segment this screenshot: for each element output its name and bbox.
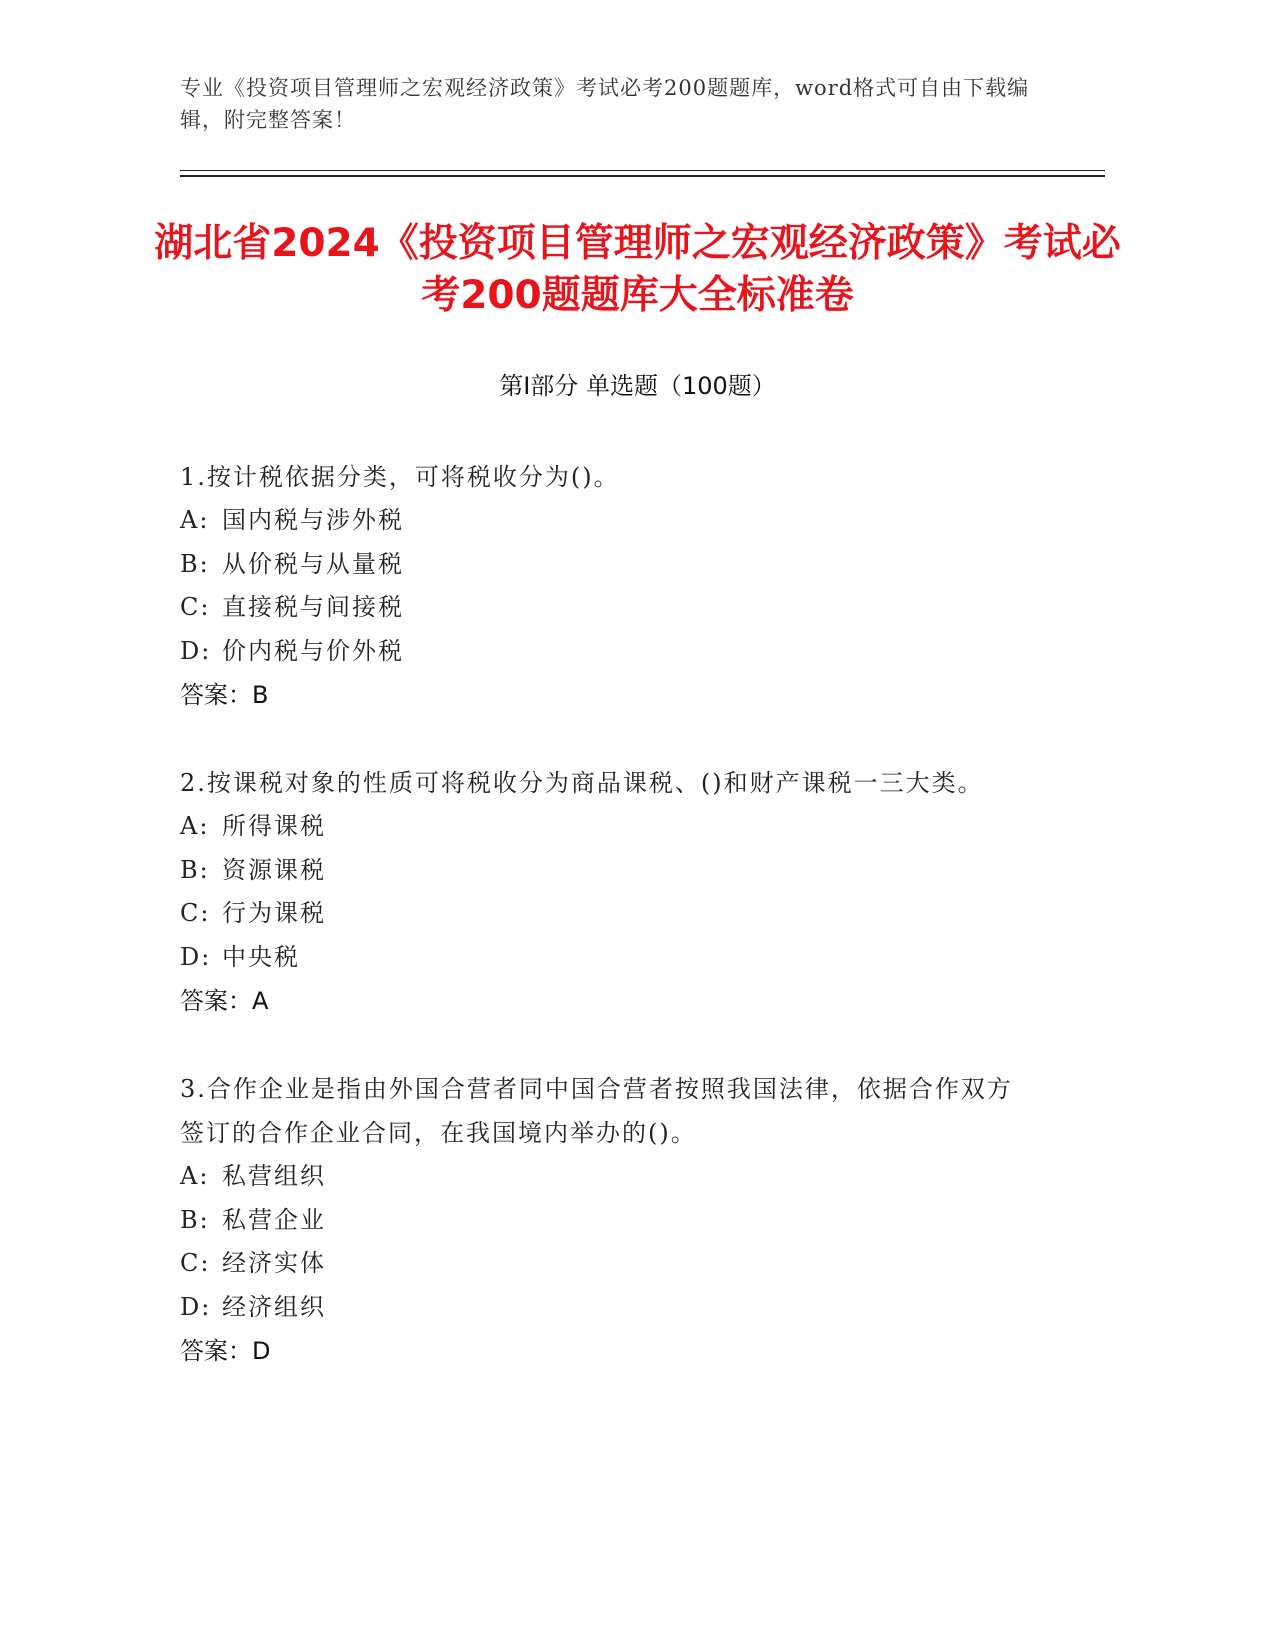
option-text: 中央税 [222, 942, 300, 971]
question-list [180, 455, 1020, 1417]
answer-line [180, 979, 1020, 1023]
option-text: 所得课税 [222, 812, 326, 840]
answer-value: B [252, 681, 269, 709]
option-letter: B: [180, 1205, 210, 1234]
option-text: 直接税与间接税 [222, 593, 404, 621]
answer-line [180, 673, 1020, 717]
option-letter: A: [180, 812, 210, 840]
option-letter: B: [180, 549, 210, 578]
answer-label: 答案： [180, 681, 252, 709]
option-text: 国内税与涉外税 [222, 506, 404, 534]
header-note: 专业《投资项目管理师之宏观经济政策》考试必考200题题库，word格式可自由下载编辑，附完整答案！ [180, 76, 1030, 132]
option-b [180, 849, 1020, 893]
option-letter: C: [180, 1249, 211, 1277]
option-d [180, 936, 1020, 980]
option-text: 私营组织 [222, 1162, 326, 1190]
question-text: 1.按计税依据分类，可将税收分为()。 [180, 463, 620, 491]
section-title: 第I部分 单选题（100题） [499, 372, 776, 400]
question-3 [180, 1067, 1020, 1373]
option-a [180, 499, 1020, 543]
option-letter: C: [180, 593, 211, 621]
option-text: 价内税与价外税 [222, 636, 404, 665]
option-text: 私营企业 [222, 1205, 326, 1234]
option-text: 行为课税 [222, 899, 326, 927]
option-a [180, 1155, 1020, 1199]
option-a [180, 805, 1020, 849]
answer-label: 答案： [180, 987, 252, 1015]
option-letter: A: [180, 1162, 210, 1190]
option-text: 经济实体 [222, 1249, 326, 1277]
question-text: 3.合作企业是指由外国合营者同中国合营者按照我国法律，依据合作双方签订的合作企业合同，在我国境内举办的()。 [180, 1075, 1013, 1147]
option-letter: B: [180, 855, 210, 884]
option-text: 从价税与从量税 [222, 549, 404, 578]
option-text: 资源课税 [222, 855, 326, 884]
document-title: 湖北省2024《投资项目管理师之宏观经济政策》考试必考200题题库大全标准卷 [154, 221, 1121, 318]
option-d [180, 630, 1020, 674]
option-d [180, 1286, 1020, 1330]
question-2 [180, 761, 1020, 1023]
question-text: 2.按课税对象的性质可将税收分为商品课税、()和财产课税一三大类。 [180, 769, 984, 797]
question-1 [180, 455, 1020, 717]
option-c [180, 892, 1020, 936]
option-letter: C: [180, 899, 211, 927]
answer-label: 答案： [180, 1337, 252, 1365]
option-letter: D: [180, 636, 212, 665]
header-divider-thick [180, 175, 1105, 177]
answer-line [180, 1329, 1020, 1373]
option-b [180, 543, 1020, 587]
option-c [180, 586, 1020, 630]
header-divider-thin [180, 170, 1105, 171]
option-letter: D: [180, 1292, 212, 1321]
option-b [180, 1199, 1020, 1243]
option-text: 经济组织 [222, 1292, 326, 1321]
answer-value: D [252, 1337, 271, 1365]
option-letter: A: [180, 506, 210, 534]
option-c [180, 1242, 1020, 1286]
answer-value: A [252, 987, 269, 1015]
option-letter: D: [180, 942, 212, 971]
